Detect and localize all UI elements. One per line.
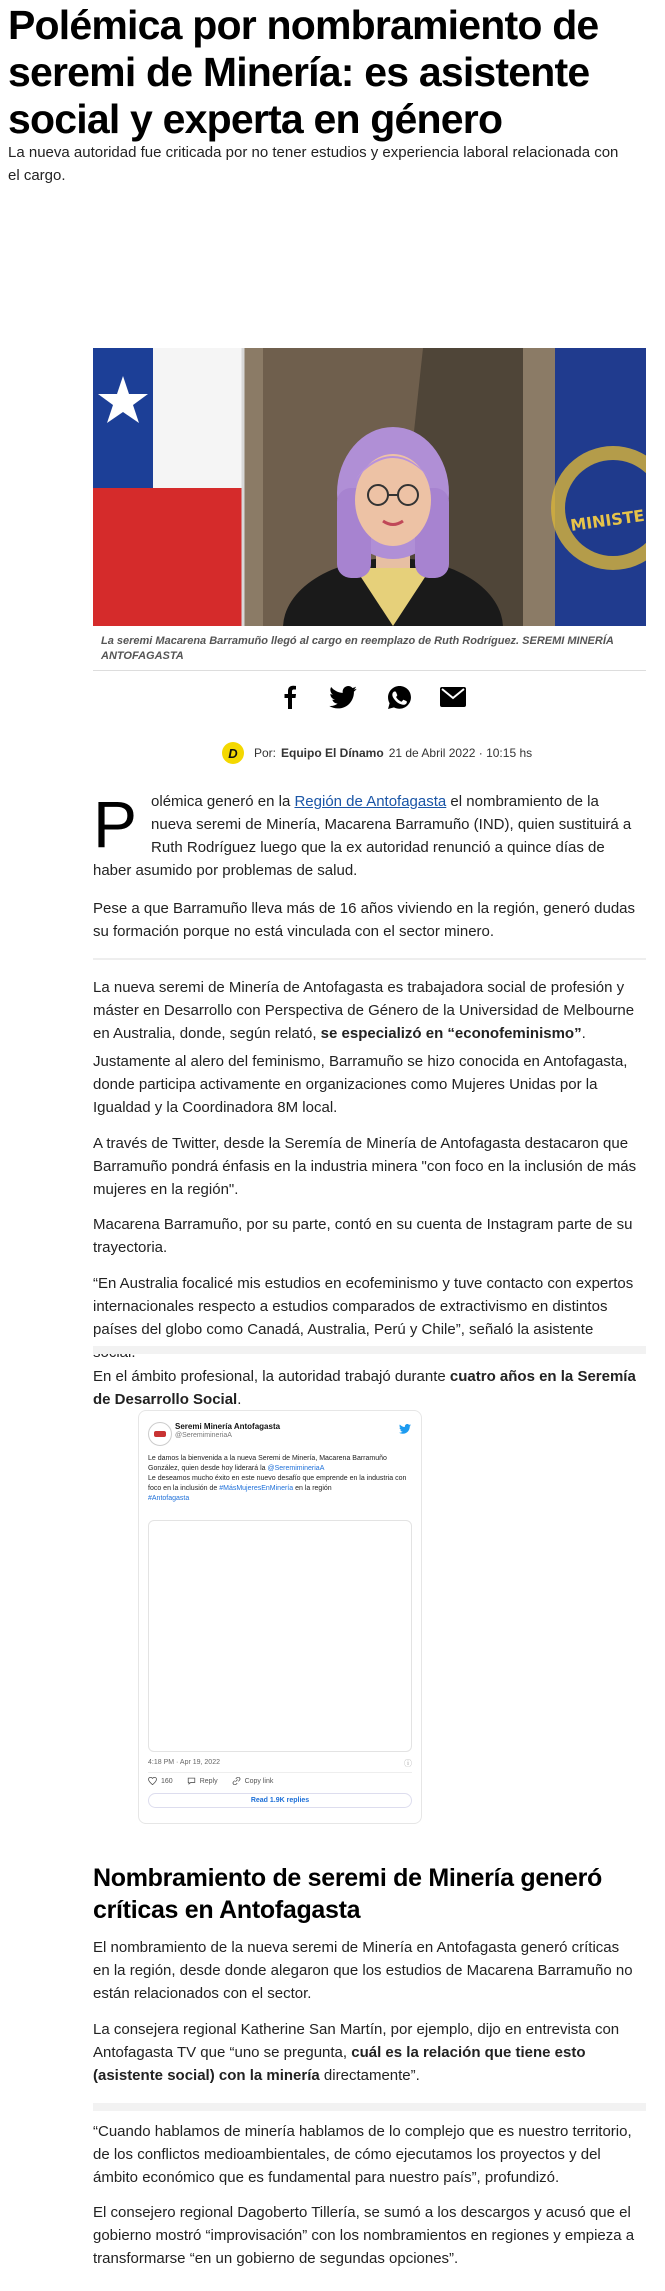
link-icon <box>232 1777 241 1785</box>
paragraph-12: El consejero regional Dagoberto Tillería, se sumó a los descargos y acusó que el gobierno mostró “improvisación” con los nombramientos en regiones y empieza a transformarse “en un gobierno de segundas opciones”. <box>93 2204 635 2267</box>
like-button[interactable]: 160 <box>148 1777 173 1785</box>
tweet-hashtag[interactable]: #Antofagasta <box>148 1495 190 1502</box>
article-hero-image <box>93 348 646 626</box>
facebook-icon[interactable] <box>275 683 305 711</box>
byline <box>222 740 532 766</box>
paragraph-9: El nombramiento de la nueva seremi de Minería en Antofagasta generó críticas en la región, desde donde alegaron que los estudios de Macarena Barramuño no están relacionados con el sector. <box>93 1939 633 2002</box>
tweet-hashtag[interactable]: #MásMujeresEnMinería <box>219 1485 294 1492</box>
article-subtitle: La nueva autoridad fue criticada por no tener estudios y experiencia laboral relacionada con el cargo. <box>8 144 619 184</box>
section-divider <box>93 958 646 960</box>
whatsapp-icon[interactable] <box>383 683 415 711</box>
tweet-text: Le damos la bienvenida a la nueva Seremi de Minería, Macarena Barramuño González, quien desde hoy liderará la @SeremimineriaA Le deseamos mucho éxito en este nuevo desafío que emprende en la industria con foco en la inclusión de #MásMujeresEnMinería en la región #Antofagasta <box>148 1455 407 1502</box>
paragraph-3: La nueva seremi de Minería de Antofagasta es trabajadora social de profesión y máster en Desarrollo con Perspectiva de Género de la Universidad de Melbourne en Australia, donde, según relató, se especializó en “econofeminismo”. <box>93 979 635 1042</box>
read-replies-button[interactable]: Read 1.9K replies <box>148 1793 412 1808</box>
paragraph-4: Justamente al alero del feminismo, Barramuño se hizo conocida en Antofagasta, donde participa activamente en organizaciones como Mujeres Unidas por la Igualdad y la Coordinadora 8M local. <box>93 1053 628 1116</box>
tweet-divider <box>148 1772 412 1773</box>
tweet-timestamp[interactable]: 4:18 PM · Apr 19, 2022 <box>148 1759 220 1766</box>
tweet-mention[interactable]: @SeremimineriaA <box>267 1465 325 1472</box>
section-heading: Nombramiento de seremi de Minería generó críticas en Antofagasta <box>93 1864 602 1924</box>
info-icon[interactable]: ⓘ <box>404 1759 412 1768</box>
svg-text:MINISTE: MINISTE <box>569 505 646 536</box>
byline-author[interactable]: Equipo El Dínamo <box>281 746 384 760</box>
paragraph-7: “En Australia focalicé mis estudios en ecofeminismo y tuve contacto con expertos internacionales respecto a estudios comparados de extractivismo en distintos países del globo como Canadá, Australia, Perú y Chile”, señaló la asistente <box>93 1275 634 1338</box>
paragraph-1: Polémica generó en la Región de Antofagasta el nombramiento de la nueva seremi de Minería, Macarena Barramuño (IND), quien sustituirá a Ruth Rodríguez luego que la ex autoridad renunció a quince días de haber asumido por problemas de salud. <box>93 787 632 879</box>
email-icon[interactable] <box>437 683 469 711</box>
tweet-actions <box>148 1777 273 1785</box>
image-caption: La seremi Macarena Barramuño llegó al cargo en reemplazo de Ruth Rodríguez. SEREMI MINERÍA ANTOFAGASTA <box>101 635 614 662</box>
paragraph-10: La consejera regional Katherine San Martín, por ejemplo, dijo en entrevista con Antofagasta TV que “uno se pregunta, cuál es la relación que tiene esto (asistente social) con la minería directamente”. <box>93 2021 620 2084</box>
twitter-bird-icon[interactable] <box>399 1421 411 1439</box>
caption-divider <box>93 670 646 671</box>
paragraph-2: Pese a que Barramuño lleva más de 16 años viviendo en la región, generó dudas su formación porque no está vinculada con el sector minero. <box>93 900 636 940</box>
twitter-icon[interactable] <box>325 683 361 711</box>
site-logo-icon: D <box>222 742 244 764</box>
paragraph-8: En el ámbito profesional, la autoridad trabajó durante cuatro años en la Seremía de Desarrollo Social. <box>93 1368 636 1408</box>
embedded-tweet[interactable] <box>138 1410 422 1824</box>
article-title: Polémica por nombramiento de seremi de Minería: es asistente social y experta en género <box>8 2 599 142</box>
reply-button[interactable]: Reply <box>187 1777 218 1785</box>
region-link[interactable]: Región de Antofagasta <box>294 793 447 810</box>
tweet-avatar[interactable] <box>148 1422 172 1446</box>
section-divider <box>93 1346 646 1354</box>
paragraph-6: Macarena Barramuño, por su parte, contó en su cuenta de Instagram parte de su trayectoria. <box>93 1216 633 1256</box>
tweet-author-handle[interactable]: @SeremimineriaA <box>175 1432 232 1439</box>
paragraph-11: “Cuando hablamos de minería hablamos de lo complejo que es nuestro territorio, de los conflictos medioambientales, de cómo ejecutamos los proyectos y del ámbito económico que es fundamental para nuestro país”, profundizó. <box>93 2123 632 2186</box>
drop-cap: P <box>93 787 138 861</box>
byline-prefix: Por: <box>254 746 277 760</box>
reply-icon <box>187 1777 196 1785</box>
paragraph-5: A través de Twitter, desde la Seremía de Minería de Antofagasta destacaron que Barramuño pondrá énfasis en la industria minera "con foco en la inclusión de más mujeres en la región". <box>93 1135 637 1198</box>
copy-link-button[interactable]: Copy link <box>232 1777 274 1785</box>
section-divider <box>93 2103 646 2111</box>
tweet-media[interactable] <box>148 1520 412 1752</box>
byline-date: 21 de Abril 2022 · 10:15 hs <box>388 746 533 760</box>
tweet-author-name[interactable]: Seremi Minería Antofagasta <box>175 1422 281 1431</box>
heart-icon <box>148 1777 157 1785</box>
